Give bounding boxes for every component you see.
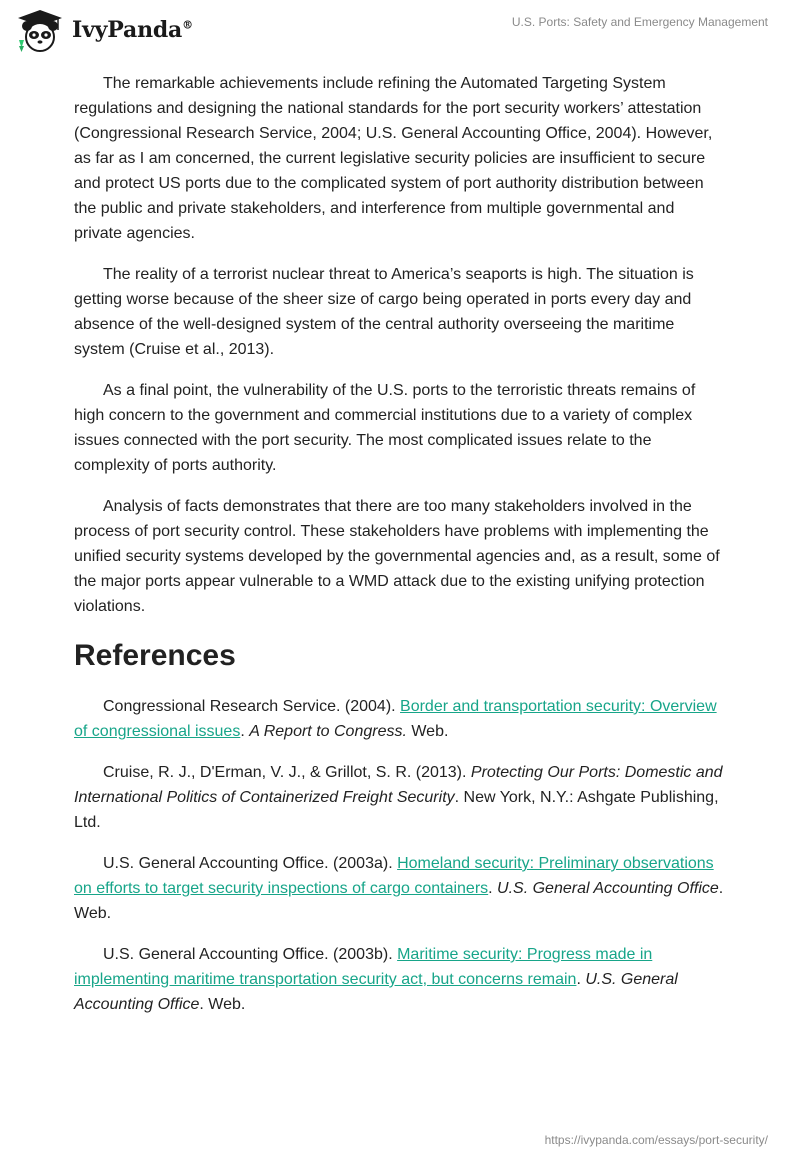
reference-link[interactable]: Homeland security: Preliminary observations on efforts to target security inspections of cargo containers xyxy=(74,855,714,897)
reference-link[interactable]: Border and transportation security: Overview of congressional issues xyxy=(74,698,717,740)
reference-item: U.S. General Accounting Office. (2003a). Homeland security: Preliminary observations on efforts to target security inspections of cargo containers. U.S. General Accounting Office. Web. xyxy=(74,855,724,922)
brand-logo[interactable] xyxy=(14,8,193,52)
reference-item: Congressional Research Service. (2004). Border and transportation security: Overview of congressional issues. A Report to Congress. Web. xyxy=(74,698,717,740)
reference-item: Cruise, R. J., D'Erman, V. J., & Grillot, S. R. (2013). Protecting Our Ports: Domestic and International Politics of Containerized Freight Security. New York, N.Y.: Ashgate Publishing, Ltd. xyxy=(74,764,723,831)
page-title: U.S. Ports: Safety and Emergency Management xyxy=(511,15,768,29)
reference-list xyxy=(74,694,726,1017)
references-heading: References xyxy=(74,639,236,672)
essay-body xyxy=(74,71,726,1033)
reference-item: U.S. General Accounting Office. (2003b). Maritime security: Progress made in implementing maritime transportation security act, but concerns remain. U.S. General Accounting Office. Web. xyxy=(74,946,678,1013)
paragraph: Analysis of facts demonstrates that there are too many stakeholders involved in the process of port security control. These stakeholders have problems with implementing the unified security systems developed by the governmental agencies and, as a result, some of the major ports appear vulnerable to a WMD attack due to the existing unifying protection violations. xyxy=(74,498,720,615)
brand-name: IvyPanda® xyxy=(72,17,193,43)
paragraph: The reality of a terrorist nuclear threat to America’s seaports is high. The situation is getting worse because of the sheer size of cargo being operated in ports every day and absence of the well-designed system of the central authority overseeing the maritime system (Cruise et al., 2013). xyxy=(74,266,694,358)
panda-icon xyxy=(14,8,66,52)
reference-link[interactable]: Maritime security: Progress made in implementing maritime transportation security act, but concerns remain xyxy=(74,946,653,988)
paragraph: As a final point, the vulnerability of the U.S. ports to the terroristic threats remains of high concern to the government and commercial institutions due to a variety of complex issues connected with the port security. The most complicated issues relate to the complexity of ports authority. xyxy=(74,382,696,474)
footer-url: https://ivypanda.com/essays/port-security/ xyxy=(544,1133,768,1147)
paragraph: The remarkable achievements include refining the Automated Targeting System regulations and designing the national standards for the port security workers’ attestation (Congressional Research Service, 2004; U.S. General Accounting Office, 2004). However, as far as I am concerned, the current legislative security policies are insufficient to secure and protect US ports due to the complicated system of port authority distribution between the public and private stakeholders, and interference from multiple governmental and private agencies. xyxy=(74,75,713,242)
